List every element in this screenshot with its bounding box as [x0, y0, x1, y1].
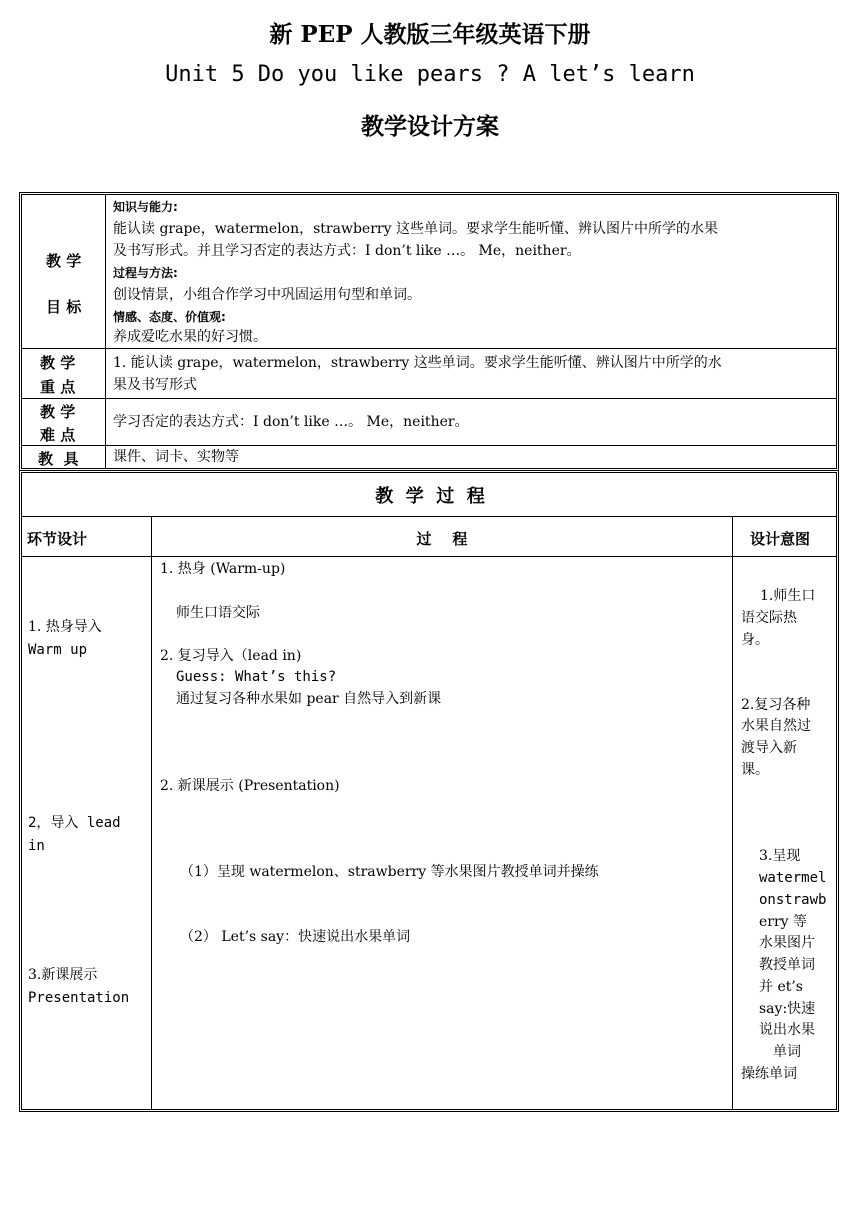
table-divider	[22, 348, 836, 349]
intent-line: onstrawb	[759, 892, 827, 908]
doc-title: 新 PEP 人教版三年级英语下册	[269, 21, 591, 48]
intent-line: 身。	[741, 632, 769, 648]
stage-leadin: 2，导入 lead	[28, 815, 121, 831]
process-title: 教 学 过 程	[375, 486, 485, 507]
col-header-intent: 设计意图	[750, 530, 811, 548]
tools-text: 课件、词卡、实物等	[113, 449, 239, 465]
intent-line: watermel	[759, 870, 827, 886]
table-divider	[105, 195, 106, 468]
key-points-label-line1: 教 学	[40, 354, 76, 372]
process-step-detail: （2） Let’s say：快速说出水果单词	[180, 929, 411, 945]
attitude-heading: 情感、态度、价值观:	[113, 310, 226, 324]
intent-line: 水果图片	[759, 935, 815, 951]
attitude-line: 养成爱吃水果的好习惯。	[113, 329, 267, 345]
process-step: 2. 新课展示 (Presentation)	[160, 778, 340, 794]
intent-line: 语交际热	[741, 610, 797, 626]
process-step-detail: 师生口语交际	[176, 605, 260, 621]
process-method-line: 创设情景，小组合作学习中巩固运用句型和单词。	[113, 287, 421, 303]
table-divider	[22, 516, 836, 517]
intent-line: say:快速	[759, 1001, 816, 1017]
process-step-detail: （1）呈现 watermelon、strawberry 等水果图片教授单词并操练	[180, 864, 599, 880]
intent-line: 并 et’s	[759, 979, 803, 995]
stage-presentation-en: Presentation	[28, 990, 130, 1006]
table-divider	[22, 556, 836, 557]
stage-warmup: 1. 热身导入	[28, 619, 102, 635]
difficulty-label-line2: 难 点	[40, 426, 76, 444]
process-step: 1. 热身 (Warm-up)	[160, 561, 286, 577]
table-divider	[151, 516, 152, 1109]
stage-warmup-en: Warm up	[28, 642, 88, 658]
process-step: 2. 复习导入（lead in)	[160, 648, 302, 664]
intent-line: 教授单词	[759, 957, 815, 973]
intent-line: 单词	[773, 1044, 801, 1060]
goals-label-line2: 目 标	[46, 298, 82, 316]
key-points-label-line2: 重 点	[40, 378, 76, 396]
process-heading: 过程与方法:	[113, 266, 178, 280]
knowledge-heading: 知识与能力:	[113, 200, 178, 214]
intent-line: 说出水果	[759, 1022, 815, 1038]
stage-presentation: 3.新课展示	[28, 967, 98, 983]
tools-label: 教 具	[38, 450, 79, 468]
col-header-stage: 环节设计	[27, 530, 88, 548]
table-divider	[22, 398, 836, 399]
intent-line: 课。	[741, 762, 769, 778]
col-header-process: 过 程	[416, 530, 468, 548]
knowledge-line: 能认读 grape，watermelon，strawberry 这些单词。要求学生能听懂、辨认图片中所学的水果	[113, 221, 718, 237]
process-step-detail: 通过复习各种水果如 pear 自然导入到新课	[176, 691, 442, 707]
intent-line: 渡导入新	[741, 740, 797, 756]
knowledge-line: 及书写形式。并且学习否定的表达方式：I don’t like …。 Me，neither。	[113, 243, 581, 259]
intent-line: 1.师生口	[760, 588, 816, 604]
intent-line: 3.呈现	[759, 848, 801, 864]
process-table	[19, 470, 839, 1112]
stage-leadin-en: in	[28, 838, 45, 854]
difficulty-label-line1: 教 学	[40, 403, 76, 421]
goals-label-line1: 教 学	[46, 252, 82, 270]
process-step-detail: Guess: What’s this?	[176, 669, 337, 685]
intent-line: 2.复习各种	[741, 697, 811, 713]
table-divider	[732, 516, 733, 1109]
key-points-line: 果及书写形式	[113, 377, 197, 393]
difficulty-text: 学习否定的表达方式：I don’t like …。 Me，neither。	[113, 414, 469, 430]
doc-heading: 教学设计方案	[361, 113, 499, 140]
doc-subtitle: Unit 5 Do you like pears ? A let’s learn	[165, 62, 695, 87]
key-points-line: 1. 能认读 grape，watermelon，strawberry 这些单词。要求学生能听懂、辨认图片中所学的水	[113, 355, 722, 371]
intent-line: 水果自然过	[741, 718, 811, 734]
intent-line: erry 等	[759, 914, 808, 930]
intent-line: 操练单词	[741, 1066, 797, 1082]
